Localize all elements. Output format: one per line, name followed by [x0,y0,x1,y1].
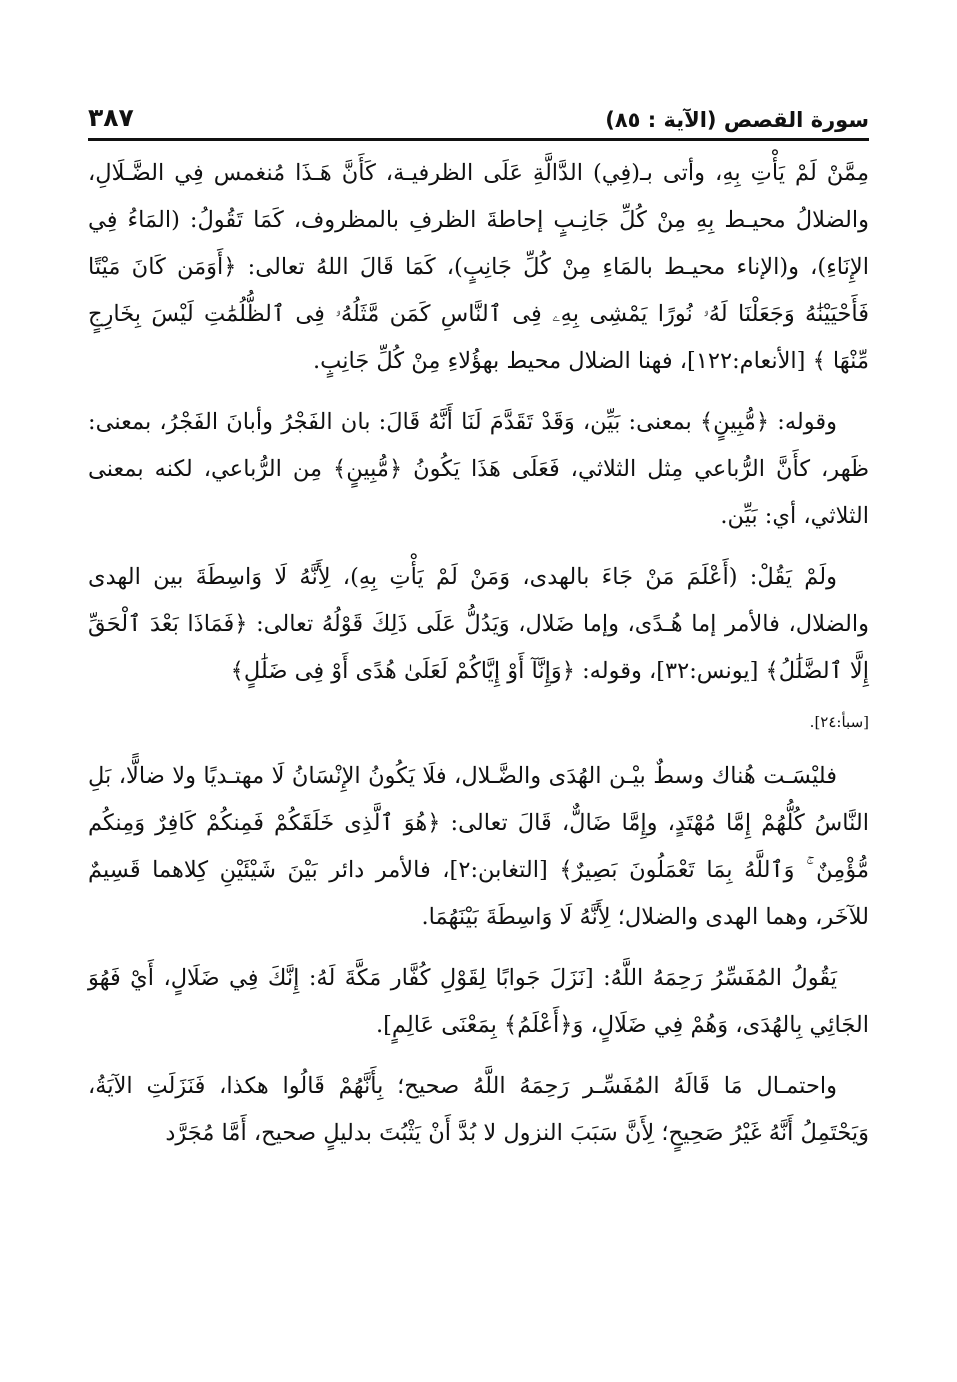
surah-title: سورة القصص (الآية : ٨٥) [605,108,869,132]
body-paragraph: مِمَّنْ لَمْ يَأْتِ بِهِ، وأتى بـ(فِي) الدَّالَّةِ عَلَى الظرفيـة، كَأَنَّ هَـذَا مُنغمس فِي الضَّـلَالِ، والضلالُ محيـط بِهِ مِنْ كُلِّ جَانِـبٍ إحاطةَ الظرفِ بالمظروف، كَمَا تَقُولُ: (المَاءُ فِي الإِنَاءِ)، و(الإناء محيـط بالمَاءِ مِنْ كُلِّ جَانِبٍ)، كَمَا قَالَ اللهُ تعالى: ﴿أَوَمَن كَانَ مَيْتًا فَأَحْيَيْنَٰهُ وَجَعَلْنَا لَهُۥ نُورًا يَمْشِى بِهِۦ فِى ٱلنَّاسِ كَمَن مَّثَلُهُۥ فِى ٱلظُّلُمَٰتِ لَيْسَ بِخَارِجٍ مِّنْهَا ﴾ [الأنعام:١٢٢]، فهنا الضلال محيط بهؤُلاءِ مِنْ كُلِّ جَانِبٍ. [88,160,869,374]
page-header [88,92,869,132]
verse-citation: [سبأ:٢٤]. [809,713,869,731]
body-paragraph: يَقُولُ المُفَسِّرُ رَحِمَهُ اللَّهُ: [نَزَلَ جَوابًا لِقَوْلِ كُفَّار مَكَّةَ لَهُ: إِنَّكَ فِي ضَلَالٍ، أَيْ فَهُوَ الجَائِي بِالهُدَى، وَهُمْ فِي ضَلَالٍ، وَ﴿أَعْلَمُ﴾ بِمَعْنَى عَالِمٍ]. [88,965,869,1038]
header-divider [88,138,869,141]
body-paragraph: واحتمـال مَا قَالَهُ المُفَسِّـر رَحِمَهُ اللَّهُ صحيح؛ بِأَنَّهُمْ قَالُوا هكذا، فَنَزَلَتِ الآيَةُ، وَيَحْتَمِلُ أَنَّهُ غَيْرُ صَحِيحٍ؛ لِأَنَّ سَبَبَ النزول لا بُدَّ أَنْ يَثْبُتَ بدليلٍ صحيح، أَمَّا مُجَرَّد [88,1073,869,1146]
page-number: ٣٨٧ [88,103,134,132]
body-paragraph: ولَمْ يَقُلْ: (أَعْلَمَ مَنْ جَاءَ بالهدى، وَمَنْ لَمْ يَأْتِ بِهِ)، لِأَنَّهُ لَا وَاسِطَةَ بين الهدى والضلال، فالأمر إما هُـدًى، وإما ضَلال، وَيَدُلُّ عَلَى ذَلِكَ قَوْلُهُ تعالى: ﴿فَمَاذَا بَعْدَ ٱلْحَقِّ إِلَّا ٱلضَّلَٰلُ﴾ [يونس:٣٢]، وقوله: ﴿وَإِنَّآ أَوْ إِيَّاكُمْ لَعَلَىٰ هُدًى أَوْ فِى ضَلَٰلٍ﴾ [88,564,869,684]
page-body [88,150,869,1171]
body-paragraph: وقوله: ﴿مُّبِينٍ﴾ بمعنى: بَيِّن، وَقَدْ تَقَدَّمَ لَنَا أَنَّهُ قَالَ: بان الفَجْرُ وأبانَ الفَجْرُ، بمعنى: ظَهر، كأَنَّ الرُّباعي مِثل الثلاثي، فَعَلَى هَذَا يَكُونُ ﴿مُّبِينٍ﴾ مِن الرُّباعي، لكنه بمعنى الثلاثي، أي: بَيِّن. [88,409,869,529]
body-paragraph: فليْسَـت هُناك وسطٌ بيْـن الهُدَى والضَّـلال، فلَا يَكُونُ الإِنْسَانُ لَا مهتـديًا ولا ضالًّا، بَلِ النَّاسُ كُلُّهُمْ إِمَّا مُهْتَدٍ، وإِمَّا ضَالٌّ، قَالَ تعالى: ﴿هُوَ ٱلَّذِى خَلَقَكُمْ فَمِنكُمْ كَافِرٌ وَمِنكُم مُّؤْمِنٌ ۚ وَٱللَّهُ بِمَا تَعْمَلُونَ بَصِيرٌ﴾ [التغابن:٢]، فالأمر دائر بَيْنَ شَيْئَيْنِ كِلاهما قَسِيمٌ للآخَر، وهما الهدى والضلال؛ لِأَنَّهُ لَا وَاسِطَةَ بَيْنَهُمَا. [88,763,869,930]
